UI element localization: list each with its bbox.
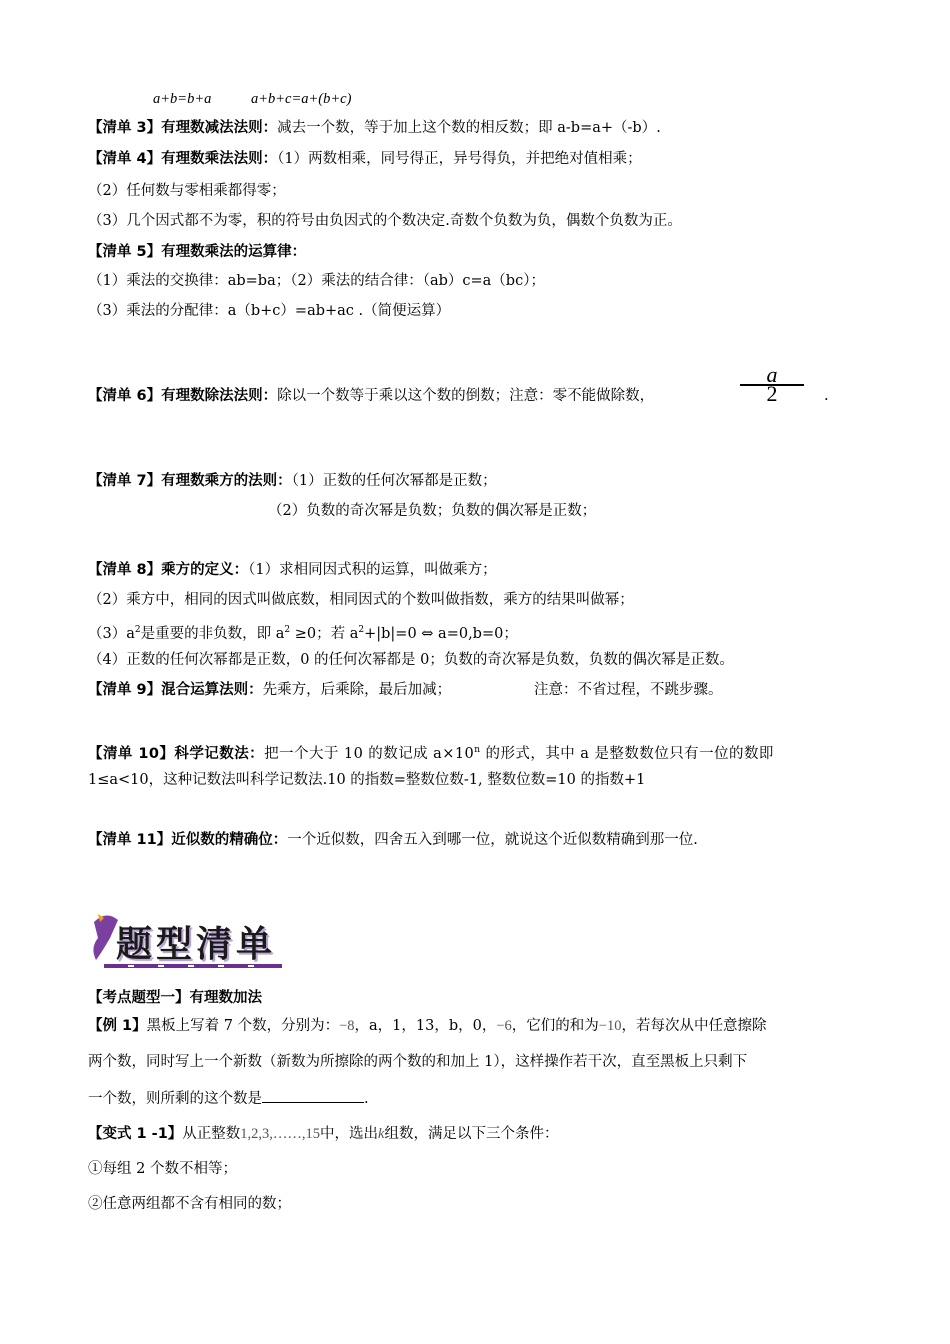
list-8-item-4: （4）正数的任何次幂都是正数，0 的任何次幂都是 0；负数的奇次幂是负数，负数的偶次幂是正数。 xyxy=(88,652,734,668)
list-tag: 【清单 8】 xyxy=(88,562,162,578)
iff-arrow-icon: ⇔ xyxy=(421,625,434,642)
list-7 xyxy=(88,471,497,491)
list-title: 有理数除法法则： xyxy=(161,388,278,404)
list-title: 有理数乘法法则： xyxy=(161,151,278,167)
superscript: 2 xyxy=(358,625,365,635)
list-4-item-3: （3）几个因式都不为零，积的符号由负因式的个数决定.奇数个负数为负，偶数个负数为正。 xyxy=(88,213,682,229)
list-text: 先乘方，后乘除，最后加减； xyxy=(262,682,452,698)
math-value: 1,2,3,……,15 xyxy=(240,1126,321,1142)
list-title: 科学记数法： xyxy=(174,745,265,762)
example-tag: 【例 1】 xyxy=(88,1018,147,1034)
list-tag: 【清单 6】 xyxy=(88,388,162,404)
text-part: 黑板上写着 7 个数，分别为： xyxy=(146,1018,340,1034)
list-title: 有理数乘方的法则： xyxy=(161,473,292,489)
list-10 xyxy=(88,740,774,764)
list-5 xyxy=(88,242,306,262)
text-part: 从正整数 xyxy=(182,1126,241,1142)
list-8-item-3 xyxy=(88,620,518,644)
superscript: 2 xyxy=(134,625,141,635)
text-part: ，a，1，13，b，0， xyxy=(354,1018,497,1034)
variant-1-condition-1: ①每组 2 个数不相等； xyxy=(88,1161,237,1177)
list-tag: 【清单 7】 xyxy=(88,473,162,489)
text-part: 一个数，则所剩的这个数是 xyxy=(88,1091,262,1107)
list-7-item-2: （2）负数的奇次幂是负数；负数的偶次幂是正数； xyxy=(268,503,597,519)
math-value: −6 xyxy=(496,1018,512,1034)
formula-commutative: a+b=b+a xyxy=(153,91,212,107)
text-part: a=0,b=0； xyxy=(433,625,518,642)
pen-icon xyxy=(93,915,118,960)
list-title: 有理数乘法的运算律： xyxy=(161,244,307,260)
text-part: ，若每次从中任意擦除 xyxy=(621,1018,767,1034)
text-part: 中，选出 xyxy=(320,1126,379,1142)
answer-blank[interactable] xyxy=(262,1088,364,1103)
section-heading xyxy=(88,988,262,1008)
list-9-note: 注意：不省过程，不跳步骤。 xyxy=(534,682,723,698)
list-tag: 【清单 3】 xyxy=(88,120,162,136)
text-part: 组数，满足以下三个条件： xyxy=(384,1126,559,1142)
banner-title: 题型清单 xyxy=(116,923,277,965)
list-text: （1）求相同因式积的运算，叫做乘方； xyxy=(248,562,497,578)
example-1-line-2: 两个数，同时写上一个新数（新数为所擦除的两个数的和加上 1），这样操作若干次，直至黑板上只剩下 xyxy=(88,1054,748,1070)
fraction-denominator: 2 xyxy=(766,381,778,402)
text-part: ≥0；若 a xyxy=(290,625,359,642)
variant-tag: 【变式 1 -1】 xyxy=(88,1126,183,1142)
variant-1-condition-2: ②任意两组都不含有相同的数； xyxy=(88,1196,291,1212)
list-title: 有理数减法法则： xyxy=(161,120,278,136)
text-part: +|b|=0 xyxy=(364,625,422,642)
text-part: ，它们的和为 xyxy=(511,1018,599,1034)
fraction-numerator: a xyxy=(766,368,778,387)
list-tag: 【清单 9】 xyxy=(88,682,162,698)
list-5-item-1: （1）乘法的交换律：ab=ba；（2）乘法的结合律：（ab）c=a（bc）； xyxy=(88,273,545,289)
list-6-period: . xyxy=(824,388,829,404)
list-text-rest: 的形式，其中 a 是整数数位只有一位的数即 xyxy=(480,745,774,762)
list-5-item-3: （3）乘法的分配律：a（b+c）=ab+ac .（简便运算） xyxy=(88,303,451,319)
list-title: 乘方的定义： xyxy=(161,562,249,578)
list-8-item-2: （2）乘方中，相同的因式叫做底数，相同因式的个数叫做指数，乘方的结果叫做幂； xyxy=(88,592,634,608)
list-tag: 【清单 4】 xyxy=(88,151,162,167)
text-part: （3）a xyxy=(88,625,135,642)
list-4-item-2: （2）任何数与零相乘都得零； xyxy=(88,183,286,199)
math-value: k xyxy=(378,1126,385,1142)
superscript: n xyxy=(474,745,481,755)
list-6 xyxy=(88,386,654,406)
math-value: −8 xyxy=(339,1018,355,1034)
list-text: （1）正数的任何次幂都是正数； xyxy=(291,473,497,489)
list-8 xyxy=(88,560,497,580)
section-tag: 【考点题型一】 xyxy=(88,990,190,1006)
list-tag: 【清单 11】 xyxy=(88,832,172,848)
list-text: 除以一个数等于乘以这个数的倒数；注意：零不能做除数， xyxy=(277,388,655,404)
list-text: 把一个大于 10 的数记成 a×10 xyxy=(264,745,475,762)
list-10-line-2: 1≤a<10，这种记数法叫科学记数法.10 的指数=整数位数-1, 整数位数=10 的指数+1 xyxy=(88,772,646,788)
list-text: 减去一个数，等于加上这个数的相反数；即 a-b=a+（-b）. xyxy=(277,120,661,136)
formula-associative: a+b+c=a+(b+c) xyxy=(250,91,352,107)
section-banner xyxy=(88,908,284,978)
list-9 xyxy=(88,680,451,700)
text-part: 是重要的非负数，即 a xyxy=(140,625,285,642)
list-3 xyxy=(88,118,661,138)
example-1-line-3 xyxy=(88,1088,369,1109)
superscript: 2 xyxy=(284,625,291,635)
formula-line xyxy=(153,91,351,108)
list-title: 混合运算法则： xyxy=(161,682,263,698)
list-title: 近似数的精确位： xyxy=(171,832,288,848)
list-11 xyxy=(88,830,698,850)
variant-1-line-1 xyxy=(88,1124,558,1144)
list-text: 一个近似数，四舍五入到哪一位，就说这个近似数精确到那一位. xyxy=(287,832,698,848)
list-4 xyxy=(88,149,642,169)
list-text: （1）两数相乘，同号得正，异号得负，并把绝对值相乘； xyxy=(277,151,642,167)
fraction-a-over-2 xyxy=(736,368,808,402)
example-1-line-1 xyxy=(88,1016,766,1036)
list-tag: 【清单 5】 xyxy=(88,244,162,260)
list-tag: 【清单 10】 xyxy=(88,745,175,762)
math-value: −10 xyxy=(598,1018,622,1034)
section-title: 有理数加法 xyxy=(189,990,262,1006)
text-part: . xyxy=(364,1091,369,1107)
